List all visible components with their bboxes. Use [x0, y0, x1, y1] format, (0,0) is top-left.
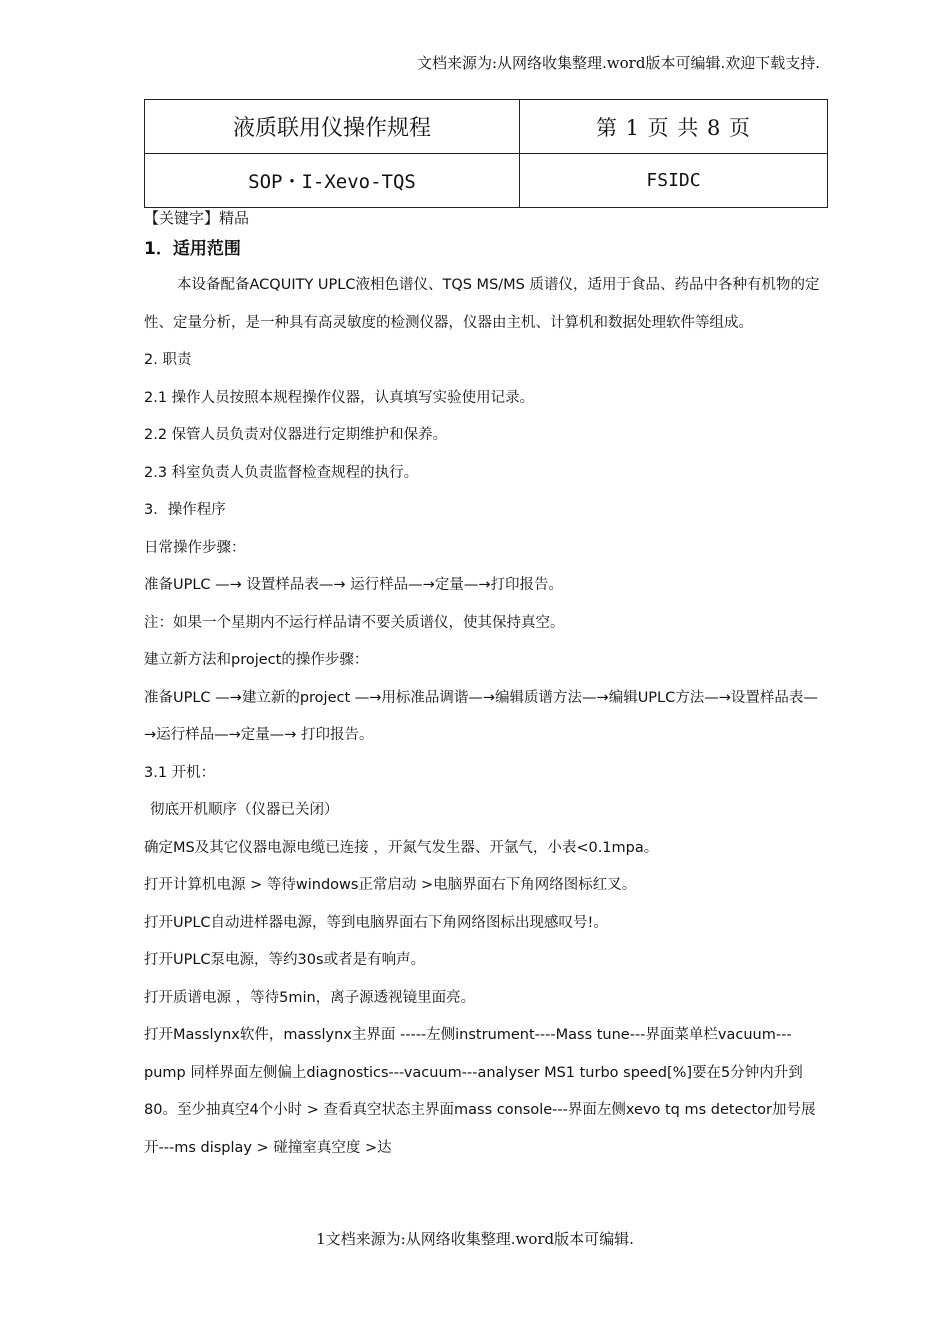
- new-method-flow: 准备UPLC —→建立新的project —→用标准品调谐—→编辑质谱方法—→编辑UPLC方法—→设置样品表—→运行样品—→定量—→ 打印报告。: [144, 689, 818, 743]
- startup-step: 确定MS及其它仪器电源电缆已连接 ，开氮气发生器、开氩气，小表<0.1mpa。: [144, 839, 659, 856]
- section-heading-scope: 1．适用范围: [144, 239, 241, 259]
- startup-subheading: 彻底开机顺序（仪器已关闭）: [150, 802, 339, 818]
- startup-step: 打开质谱电源 ，等待5min，离子源透视镜里面亮。: [144, 989, 476, 1006]
- document-title: 液质联用仪操作规程: [145, 100, 520, 154]
- scope-paragraph: 本设备配备ACQUITY UPLC液相色谱仪、TQS MS/MS 质谱仪，适用于食品、药品中各种有机物的定性、定量分析，是一种具有高灵敏度的检测仪器，仪器由主机、计算机和数据处理软件等组成。: [144, 277, 820, 331]
- daily-steps-flow: 准备UPLC —→ 设置样品表—→ 运行样品—→定量—→打印报告。: [144, 577, 563, 593]
- startup-heading: 3.1 开机：: [144, 764, 216, 781]
- section-heading-duties: 2. 职责: [144, 352, 192, 368]
- header-source-note: 文档来源为:从网络收集整理.word版本可编辑.欢迎下载支持.: [416, 54, 820, 72]
- organization-code: FSIDC: [520, 154, 828, 208]
- duty-item: 2.1 操作人员按照本规程操作仪器，认真填写实验使用记录。: [144, 389, 535, 406]
- sop-code: SOP・I-Xevo-TQS: [145, 154, 520, 208]
- duty-item: 2.3 科室负责人负责监督检查规程的执行。: [144, 464, 419, 481]
- page-footer: 1文档来源为:从网络收集整理.word版本可编辑.: [316, 1230, 634, 1248]
- startup-step: 打开UPLC泵电源，等约30s或者是有响声。: [144, 952, 426, 968]
- sop-header-table: [144, 99, 828, 208]
- daily-steps-heading: 日常操作步骤：: [144, 539, 246, 556]
- startup-step: 打开计算机电源 > 等待windows正常启动 >电脑界面右下角网络图标红叉。: [144, 877, 637, 893]
- note-line: 注：如果一个星期内不运行样品请不要关质谱仪，使其保持真空。: [144, 614, 565, 631]
- document-body: [144, 267, 828, 1167]
- duty-item: 2.2 保管人员负责对仪器进行定期维护和保养。: [144, 427, 448, 443]
- section-heading-procedure: 3．操作程序: [144, 502, 226, 518]
- keywords-line: 【关键字】精品: [144, 209, 250, 227]
- new-method-heading: 建立新方法和project的操作步骤：: [144, 652, 369, 668]
- startup-step: 打开Masslynx软件，masslynx主界面 -----左侧instrument----Mass tune---界面菜单栏vacuum---pump 同样界面左侧偏上diagnostics---vacuum---analyser MS1 turbo speed[%]要在5分钟内升到80。至少抽真空4个小时 > 查看真空状态主界面mass console---界面左侧xevo tq ms detector加号展开---ms display > 碰撞室真空度 >达: [144, 1027, 816, 1156]
- startup-step: 打开UPLC自动进样器电源，等到电脑界面右下角网络图标出现感叹号!。: [144, 914, 608, 931]
- page-info: 第 1 页 共 8 页: [520, 100, 828, 154]
